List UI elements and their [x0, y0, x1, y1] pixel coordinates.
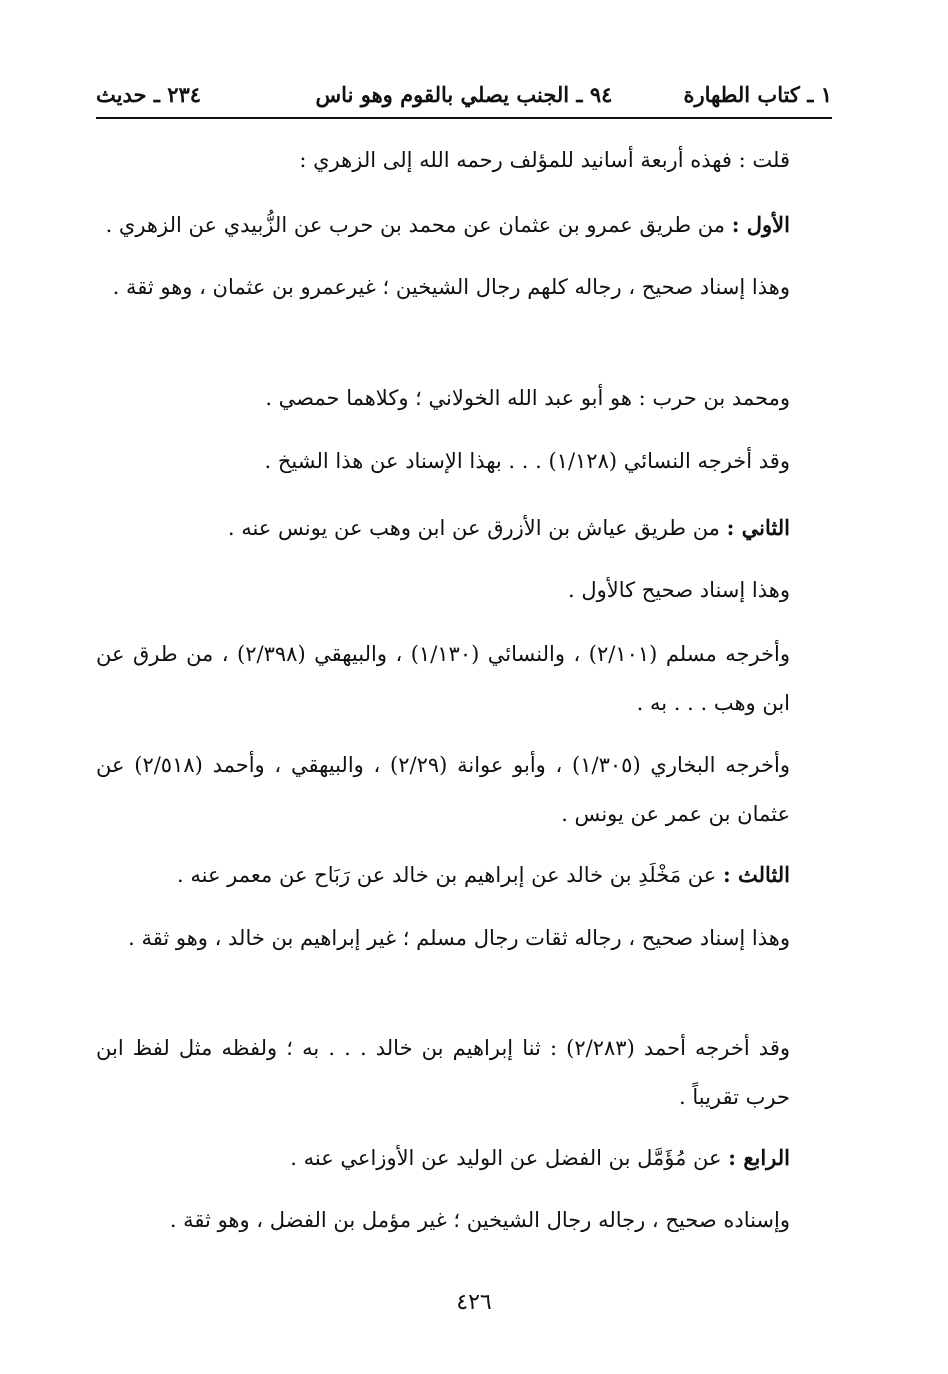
header-rule [96, 117, 832, 119]
paragraph: وإسناده صحيح ، رجاله رجال الشيخين ؛ غير مؤمل بن الفضل ، وهو ثقة . [169, 1208, 790, 1232]
header-hadith-number: ٢٣٤ ـ حديث [96, 82, 202, 107]
paragraph-lead: الثاني : [726, 515, 790, 540]
paragraph: الثالث : عن مَخْلَدِ بن خالد عن إبراهيم بن خالد عن رَبَاح عن معمر عنه . [177, 862, 790, 887]
paragraph: وهذا إسناد صحيح ، رجاله ثقات رجال مسلم ؛ غير إبراهيم بن خالد ، وهو ثقة . [128, 926, 790, 950]
paragraph: الرابع : عن مُؤَمَّل بن الفضل عن الوليد عن الأوزاعي عنه . [290, 1145, 790, 1170]
header-chapter-title: ٩٤ ـ الجنب يصلي بالقوم وهو ناس [315, 82, 613, 107]
paragraph: الثاني : من طريق عياش بن الأزرق عن ابن وهب عن يونس عنه . [227, 515, 790, 540]
paragraph-lead: الرابع : [728, 1145, 790, 1170]
paragraph-lead: الثالث : [722, 862, 790, 887]
page-number: ٤٢٦ [456, 1290, 492, 1315]
paragraph: ومحمد بن حرب : هو أبو عبد الله الخولاني ؛ وكلاهما حمصي . [265, 386, 790, 410]
running-header [96, 76, 832, 116]
paragraph: وأخرجه مسلم (٢/١٠١) ، والنسائي (١/١٣٠) ، والبيهقي (٢/٣٩٨) ، من طرق عن ابن وهب . . . به . [96, 642, 790, 715]
paragraph: قلت : فهذه أربعة أسانيد للمؤلف رحمه الله إلى الزهري : [299, 148, 790, 172]
header-book-title: ١ ـ كتاب الطهارة [683, 82, 832, 107]
paragraph: وقد أخرجه أحمد (٢/٢٨٣) : ثنا إبراهيم بن خالد . . . به ؛ ولفظه مثل لفظ ابن حرب تقريباً . [96, 1036, 791, 1109]
paragraph-lead: الأول : [731, 212, 790, 237]
paragraph: وهذا إسناد صحيح ، رجاله كلهم رجال الشيخين ؛ غيرعمرو بن عثمان ، وهو ثقة . [112, 275, 790, 299]
paragraph: وهذا إسناد صحيح كالأول . [567, 578, 790, 602]
paragraph: وأخرجه البخاري (١/٣٠٥) ، وأبو عوانة (٢/٢٩) ، والبيهقي ، وأحمد (٢/٥١٨) عن عثمان بن عمر عن يونس . [96, 753, 791, 826]
paragraph: الأول : من طريق عمرو بن عثمان عن محمد بن حرب عن الزُّبيدي عن الزهري . [105, 212, 790, 237]
paragraph: وقد أخرجه النسائي (١/١٢٨) . . . بهذا الإسناد عن هذا الشيخ . [264, 449, 790, 473]
